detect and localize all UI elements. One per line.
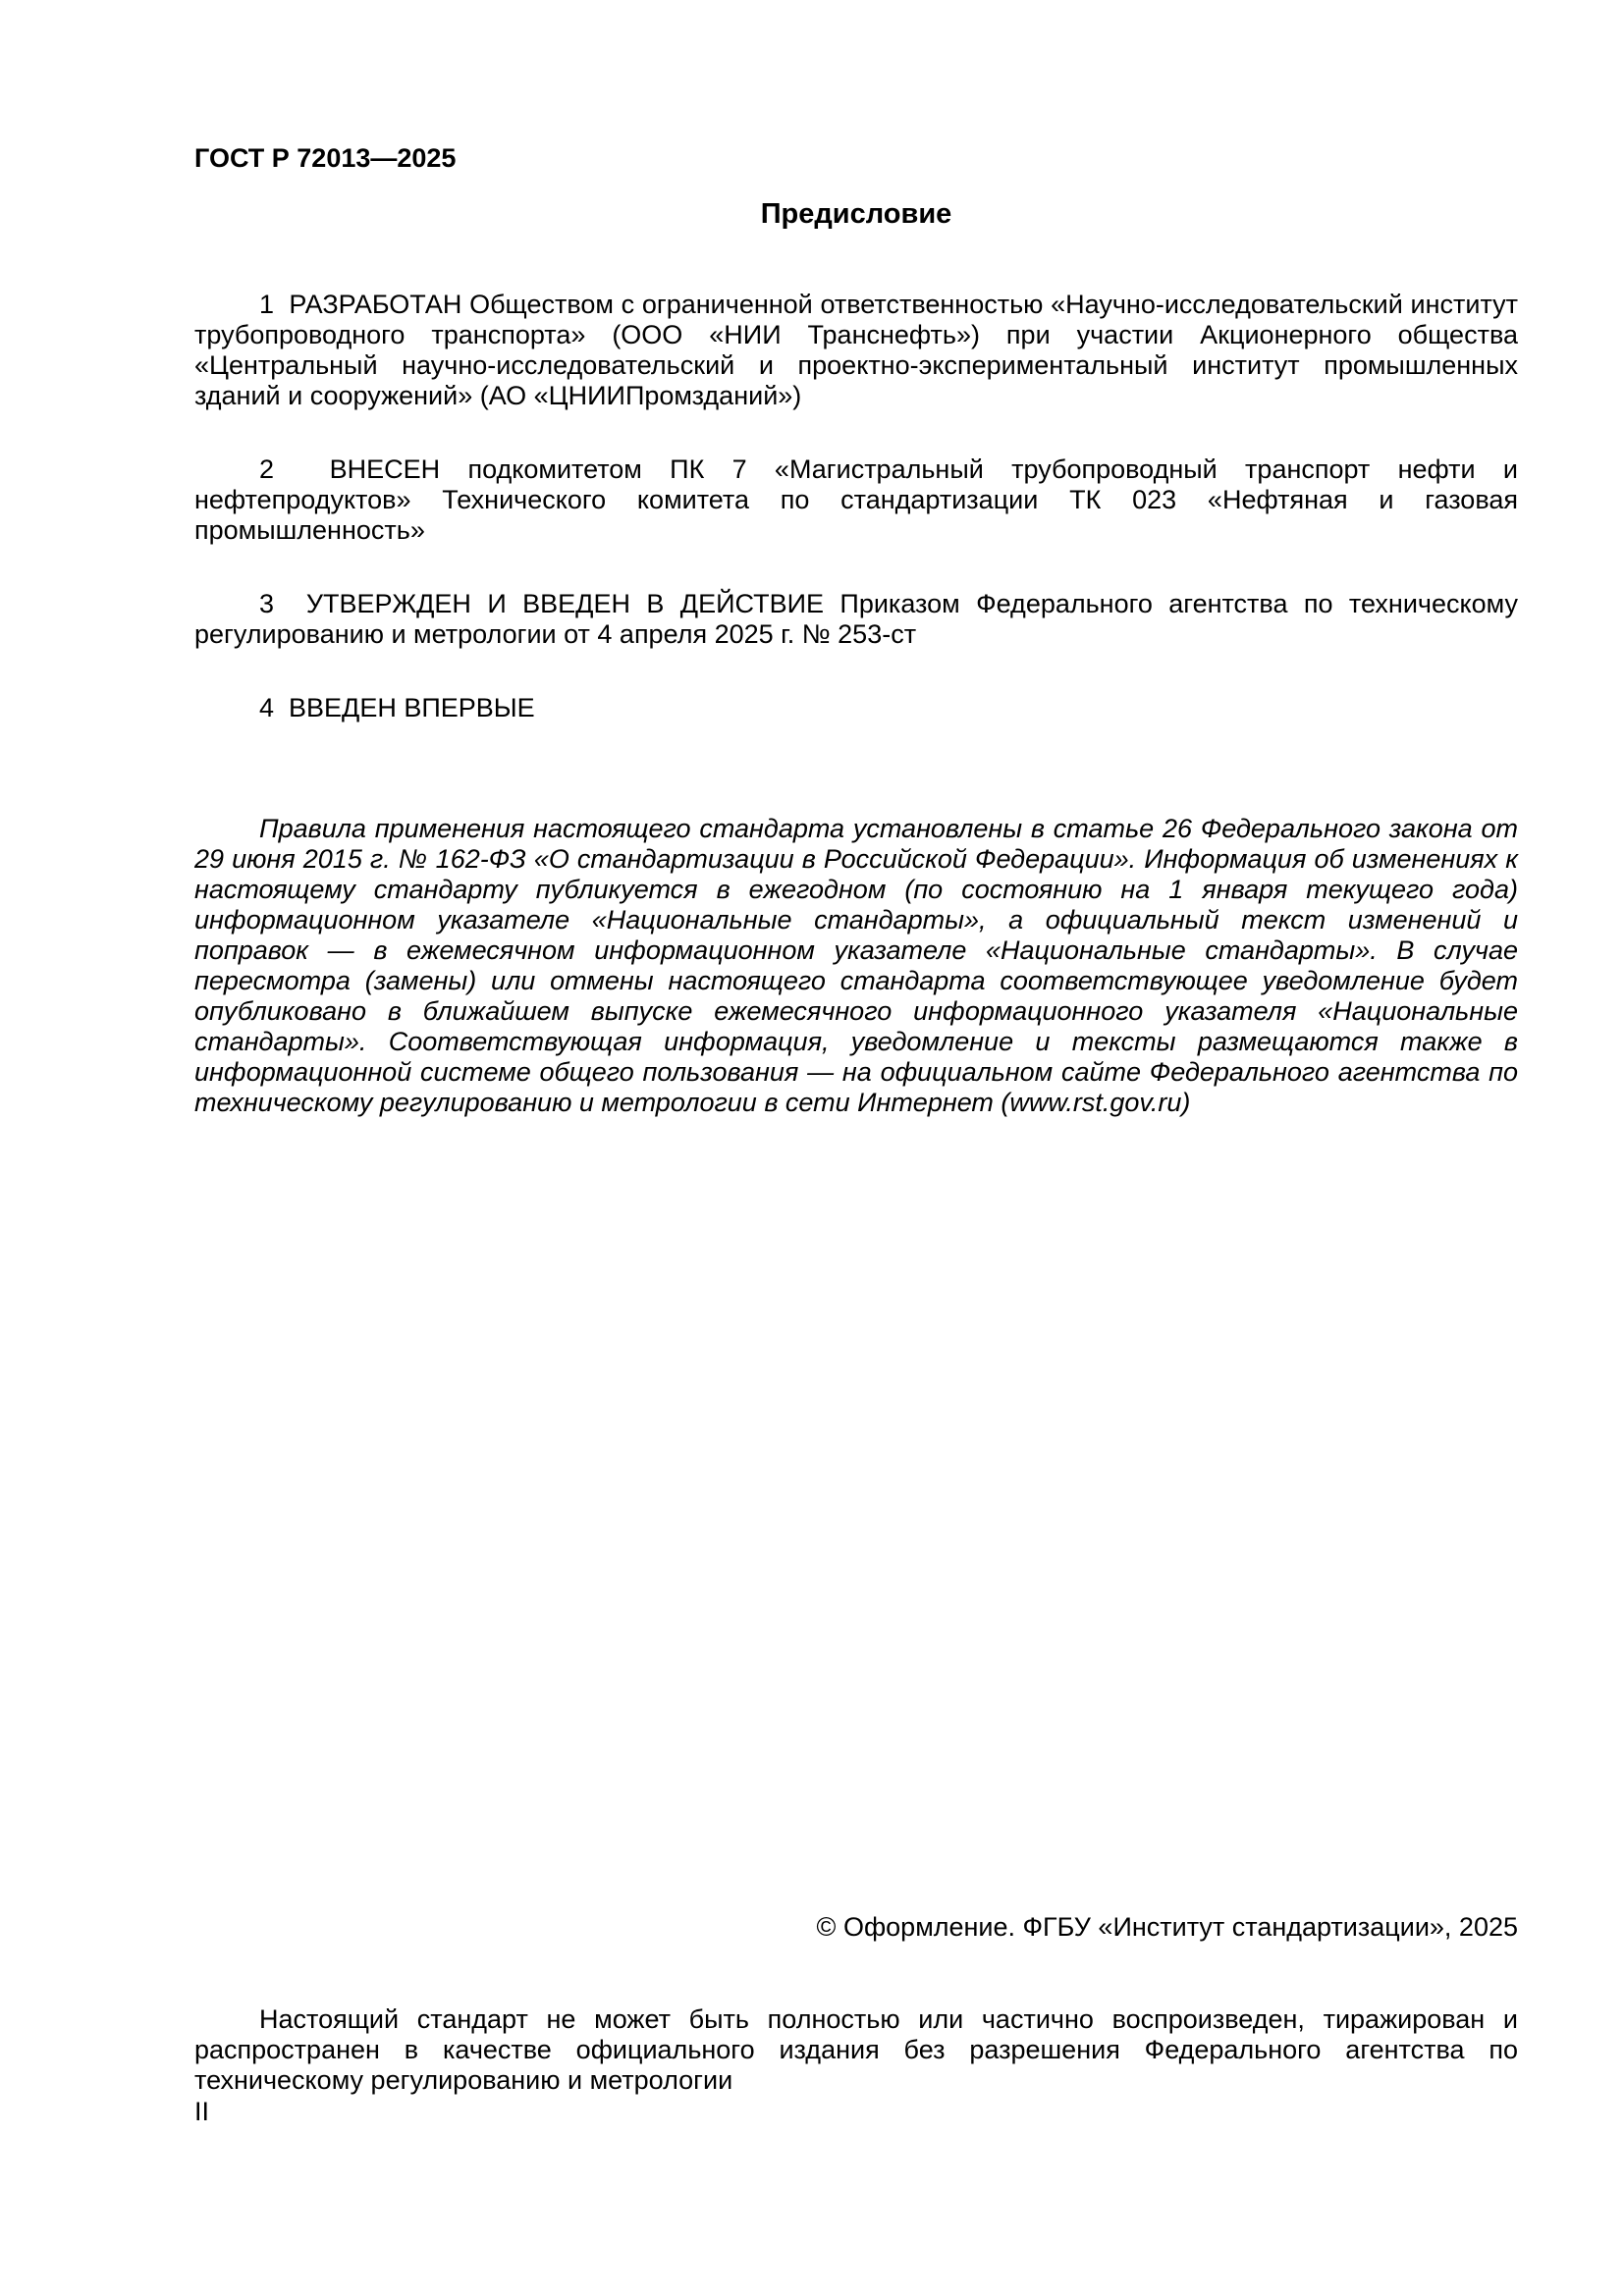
reproduction-notice: Настоящий стандарт не может быть полностью или частично воспроизведен, тиражирован и распространен в качестве официального издания без разрешения Федерального агентства по техническому регулированию и метрологии (194, 2004, 1518, 2095)
foreword-item-3: 3 УТВЕРЖДЕН И ВВЕДЕН В ДЕЙСТВИЕ Приказом Федерального агентства по техническому регулированию и метрологии от 4 апреля 2025 г. № 253-ст (194, 589, 1518, 649)
legal-notice: Правила применения настоящего стандарта установлены в статье 26 Федерального закона от 29 июня 2015 г. № 162-ФЗ «О стандартизации в Российской Федерации». Информация об изменениях к настоящему стандарту публикуется в ежегодном (по состоянию на 1 января текущего года) информационном указателе «Национальные стандарты», а официальный текст изменений и поправок — в ежемесячном информационном указателе «Национальные стандарты». В случае пересмотра (замены) или отмены настоящего стандарта соответствующее уведомление будет опубликовано в ближайшем выпуске ежемесячного информационного указателя «Национальные стандарты». Соответствующая информация, уведомление и тексты размещаются также в информационной системе общего пользования — на официальном сайте Федерального агентства по техническому регулированию и метрологии в сети Интернет (www.rst.gov.ru) (194, 814, 1518, 1117)
page-content (194, 0, 1518, 1118)
doc-code: ГОСТ Р 72013—2025 (194, 143, 457, 173)
page-number: II (194, 2097, 210, 2126)
foreword-item-1: 1 РАЗРАБОТАН Обществом с ограниченной ответственностью «Научно-исследовательский институт трубопроводного транспорта» (ООО «НИИ Транснефть») при участии Акционерного общества «Центральный научно-исследовательский и проектно-экспериментальный институт промышленных зданий и сооружений» (АО «ЦНИИПромзданий») (194, 290, 1518, 410)
copyright-line: © Оформление. ФГБУ «Институт стандартизации», 2025 (816, 1912, 1518, 1942)
foreword-item-4: 4 ВВЕДЕН ВПЕРВЫЕ (259, 693, 535, 722)
page-title: Предисловие (760, 198, 952, 230)
foreword-item-2: 2 ВНЕСЕН подкомитетом ПК 7 «Магистральный трубопроводный транспорт нефти и нефтепродуктов» Технического комитета по стандартизации ТК 023 «Нефтяная и газовая промышленность» (194, 454, 1518, 545)
